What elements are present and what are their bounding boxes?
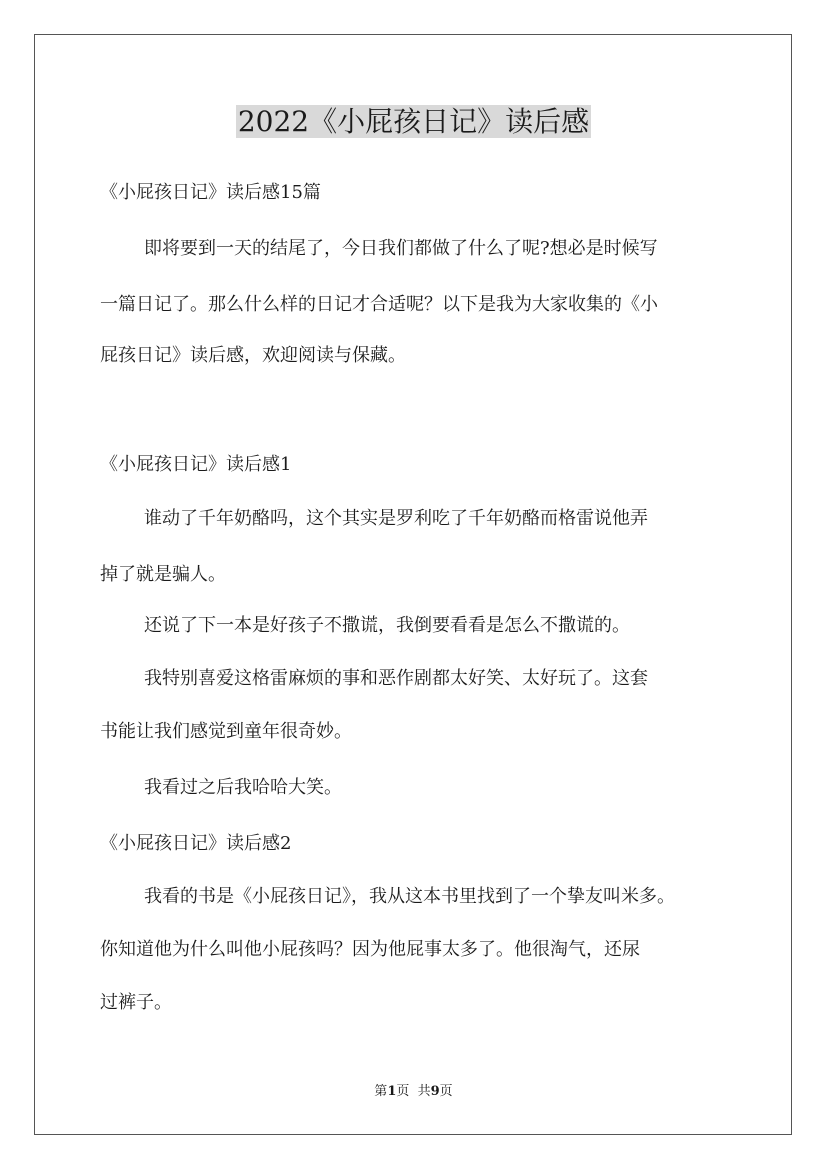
intro-line-2: 一篇日记了。那么什么样的日记才合适呢？以下是我为大家收集的《小 xyxy=(100,294,658,315)
intro-line-3: 屁孩日记》读后感，欢迎阅读与保藏。 xyxy=(100,345,406,366)
section1-line-1: 谁动了千年奶酪吗，这个其实是罗利吃了千年奶酪而格雷说他弄 xyxy=(144,508,648,529)
section1-heading: 《小屁孩日记》读后感1 xyxy=(100,454,292,475)
document-title xyxy=(0,100,827,144)
section2-line-2: 你知道他为什么叫他小屁孩吗？因为他屁事太多了。他很淘气，还尿 xyxy=(100,939,640,960)
section2-heading: 《小屁孩日记》读后感2 xyxy=(100,833,292,854)
document-subtitle: 《小屁孩日记》读后感15篇 xyxy=(100,182,321,203)
footer-page-mid: 页 共 xyxy=(396,1084,431,1099)
page-footer xyxy=(0,1082,827,1102)
section1-line-3: 还说了下一本是好孩子不撒谎，我倒要看看是怎么不撒谎的。 xyxy=(144,615,630,636)
footer-total-pages: 9 xyxy=(430,1084,440,1099)
section1-line-2: 掉了就是骗人。 xyxy=(100,564,226,585)
footer-page-prefix: 第 xyxy=(374,1084,388,1099)
section1-line-6: 我看过之后我哈哈大笑。 xyxy=(144,777,342,798)
section2-line-1: 我看的书是《小屁孩日记》，我从这本书里找到了一个挚友叫米多。 xyxy=(144,886,675,907)
section1-line-5: 书能让我们感觉到童年很奇妙。 xyxy=(100,721,352,742)
document-title-text: 2022《小屁孩日记》读后感 xyxy=(237,105,590,138)
section1-line-4: 我特别喜爱这格雷麻烦的事和恶作剧都太好笑、太好玩了。这套 xyxy=(144,668,648,689)
footer-page-suffix: 页 xyxy=(439,1084,453,1099)
intro-line-1: 即将要到一天的结尾了，今日我们都做了什么了呢?想必是时候写 xyxy=(144,238,658,259)
section2-line-3: 过裤子。 xyxy=(100,992,172,1013)
footer-page-number: 1 xyxy=(387,1084,397,1099)
